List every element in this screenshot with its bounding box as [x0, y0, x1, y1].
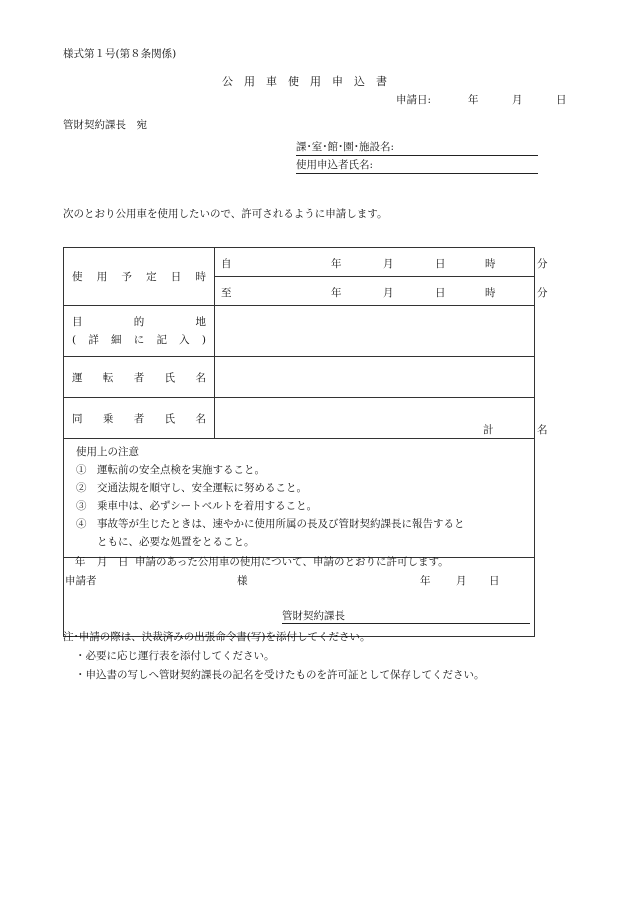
approval-line-month: 月 [97, 556, 108, 568]
passenger-label: 同乗者氏名 [72, 412, 206, 425]
to-month: 月 [383, 287, 394, 299]
notes-title: 使用上の注意 [76, 446, 139, 458]
schedule-to-cell[interactable] [215, 277, 548, 306]
passenger-persons-label: 名 [537, 424, 548, 436]
from-hour: 時 [485, 258, 496, 270]
driver-label-cell [64, 357, 215, 398]
application-date-year: 年 [468, 94, 479, 106]
footnote-2: ・必要に応じ運行表を添付してください。 [75, 650, 275, 662]
note-item: ④ 事故等が生じたときは、速やかに使用所属の長及び管財契約課長に報告すると [76, 518, 465, 530]
addressee: 管財契約課長 宛 [63, 119, 147, 131]
driver-name-field[interactable] [215, 357, 535, 398]
form-number: 様式第１号(第８条関係) [63, 48, 177, 60]
to-day: 日 [435, 287, 446, 299]
to-hour: 時 [485, 287, 496, 299]
note-item: ② 交通法規を順守し、安全運転に努めること。 [76, 482, 307, 494]
usage-notes [64, 439, 535, 558]
approval-line-statement: 申請のあった公用車の使用について、申請のとおりに許可します。 [135, 556, 449, 568]
schedule-from-cell[interactable] [215, 248, 548, 277]
approval-line-date-year: 年 [420, 575, 431, 587]
passenger-name-field[interactable] [215, 398, 548, 439]
destination-label-cell [64, 306, 215, 357]
to-minute: 分 [537, 287, 548, 299]
from-month: 月 [383, 258, 394, 270]
passenger-label-cell [64, 398, 215, 439]
department-field[interactable] [296, 139, 538, 156]
approval-line-date-month: 月 [456, 575, 467, 587]
applicant-name-field[interactable] [296, 157, 538, 174]
from-label: 自 [221, 258, 232, 270]
passenger-total-label: 計 [483, 424, 494, 436]
to-label: 至 [221, 287, 232, 299]
note-item: ともに、必要な処置をとること。 [76, 536, 255, 548]
application-date-month: 月 [512, 94, 523, 106]
approval-line-honorific: 様 [237, 575, 248, 587]
approval-line-date-day: 日 [489, 575, 500, 587]
destination-detail-label: (詳細に記入) [72, 334, 206, 346]
footnote-1: 注･申請の際は、決裁済みの出張命令書(写)を添付してください。 [63, 631, 371, 643]
from-minute: 分 [537, 258, 548, 270]
from-day: 日 [435, 258, 446, 270]
approval-section [64, 558, 535, 637]
application-date-label: 申請日: [396, 94, 432, 106]
applicant-name-label: 使用申込者氏名: [296, 159, 374, 171]
intro-text: 次のとおり公用車を使用したいので、許可されるように申請します。 [63, 208, 388, 220]
destination-label: 目的地 [72, 316, 206, 328]
to-year: 年 [331, 287, 342, 299]
driver-label: 運転者氏名 [72, 371, 206, 384]
form-title: 公 用 車 使 用 申 込 書 [222, 75, 387, 88]
approval-line-applicant: 申請者 [65, 575, 97, 587]
signatory-line[interactable] [282, 608, 530, 624]
from-year: 年 [331, 258, 342, 270]
department-label: 課･室･館･園･施設名: [296, 141, 395, 153]
schedule-label: 使用予定日時 [72, 271, 206, 283]
approval-line-year: 年 [75, 556, 86, 568]
note-item: ③ 乗車中は、必ずシートベルトを着用すること。 [76, 500, 318, 512]
schedule-label-cell [64, 248, 215, 306]
signatory-label: 管財契約課長 [282, 610, 345, 622]
application-date-day: 日 [556, 94, 567, 106]
approval-line-day: 日 [118, 556, 129, 568]
footnote-3: ・申込書の写しへ管財契約課長の記名を受けたものを許可証として保存してください。 [75, 669, 485, 681]
note-item: ① 運転前の安全点検を実施すること。 [76, 464, 265, 476]
destination-field[interactable] [215, 306, 535, 357]
